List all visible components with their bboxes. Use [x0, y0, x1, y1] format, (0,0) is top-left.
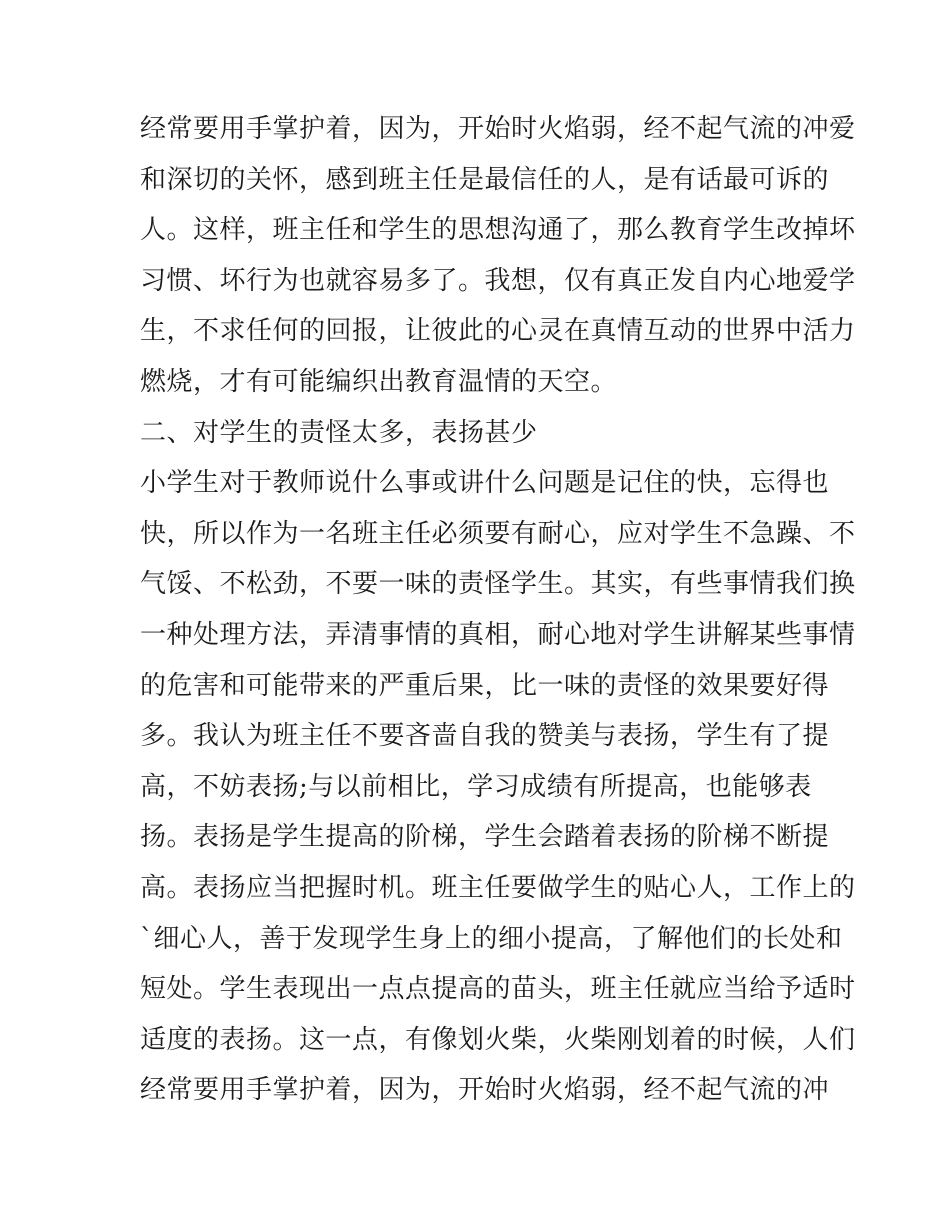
text-line: 经常要用手掌护着，因为，开始时火焰弱，经不起气流的冲 — [140, 1075, 830, 1106]
text-line: 燃烧，才有可能编织出教育温情的天空。 — [140, 366, 618, 397]
text-line: 多。我认为班主任不要吝啬自我的赞美与表扬，学生有了提 — [140, 721, 830, 752]
body-text — [140, 104, 856, 1116]
text-line: 快，所以作为一名班主任必须要有耐心，应对学生不急躁、不 — [140, 518, 856, 549]
text-line: 一种处理方法，弄清事情的真相，耐心地对学生讲解某些事情 — [140, 619, 856, 650]
text-line: 习惯、坏行为也就容易多了。我想，仅有真正发自内心地爱学 — [140, 265, 856, 296]
text-line: 小学生对于教师说什么事或讲什么问题是记住的快，忘得也 — [140, 468, 830, 499]
text-line: 短处。学生表现出一点点提高的苗头，班主任就应当给予适时 — [140, 974, 856, 1005]
text-line: `细心人，善于发现学生身上的细小提高，了解他们的长处和 — [140, 923, 843, 954]
text-line: 人。这样，班主任和学生的思想沟通了，那么教育学生改掉坏 — [140, 215, 856, 246]
text-line: 生，不求任何的回报，让彼此的心灵在真情互动的世界中活力 — [140, 316, 856, 347]
section-heading: 二、对学生的责怪太多，表扬甚少 — [140, 417, 538, 448]
text-line: 的危害和可能带来的严重后果，比一味的责怪的效果要好得 — [140, 670, 830, 701]
text-line: 适度的表扬。这一点，有像划火柴，火柴刚划着的时候，人们 — [140, 1024, 856, 1055]
text-line: 经常要用手掌护着，因为，开始时火焰弱，经不起气流的冲爱 — [140, 114, 856, 144]
text-line: 扬。表扬是学生提高的阶梯，学生会踏着表扬的阶梯不断提 — [140, 822, 830, 853]
text-line: 气馁、不松劲，不要一味的责怪学生。其实，有些事情我们换 — [140, 569, 856, 600]
text-line: 和深切的关怀，感到班主任是最信任的人，是有话最可诉的 — [140, 164, 830, 195]
text-line: 高。表扬应当把握时机。班主任要做学生的贴心人，工作上的 — [140, 872, 856, 903]
text-line: 高，不妨表扬;与以前相比，学习成绩有所提高，也能够表 — [140, 771, 812, 802]
